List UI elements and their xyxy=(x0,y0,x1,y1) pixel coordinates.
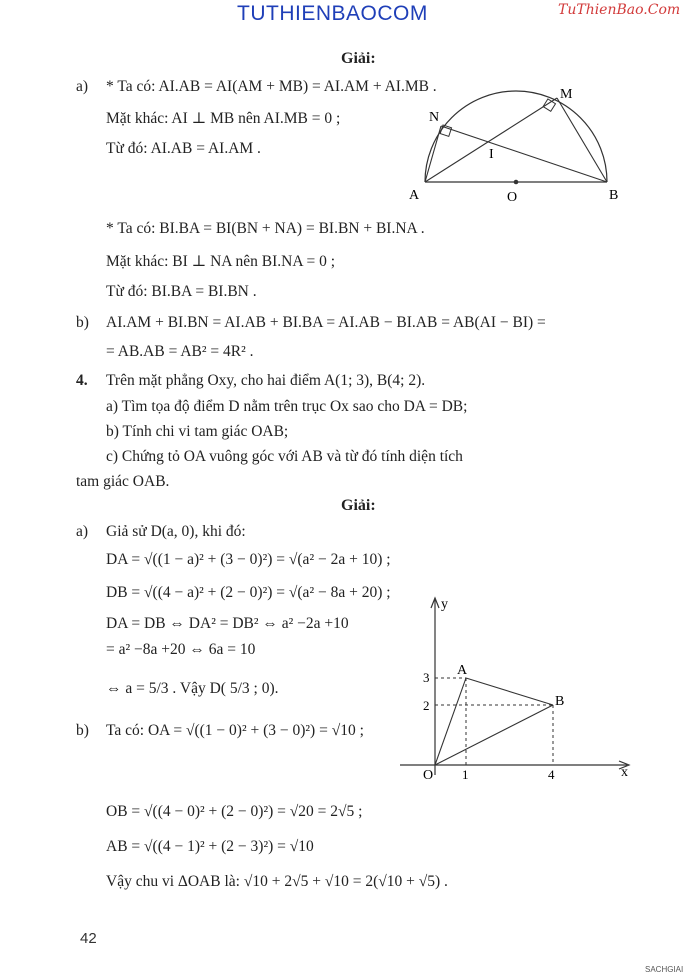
part-a-label: a) xyxy=(76,78,89,95)
question-b: b) Tính chi vi tam giác OAB; xyxy=(106,423,289,440)
axis-label: O xyxy=(423,768,434,783)
tick-label: 2 xyxy=(423,698,430,713)
question-a: a) Tìm tọa độ điểm D nằm trên trục Ox sao cho DA = DB; xyxy=(106,398,468,415)
part-b-label: b) xyxy=(76,722,89,739)
solution-title: Giải: xyxy=(341,50,376,67)
text-line: ⇔ a = 5/3 . Vậy D( 5/3 ; 0). xyxy=(106,680,279,697)
formula-db: DB = √((4 − a)² + (2 − 0)²) = √(a² − 8a + 20) ; xyxy=(106,584,391,601)
text-line: Từ đó: AI.AB = AI.AM . xyxy=(106,140,261,157)
text-line: Mặt khác: BI ⊥ NA nên BI.NA = 0 ; xyxy=(106,253,336,270)
point-label: B xyxy=(555,694,565,709)
formula-da: DA = √((1 − a)² + (3 − 0)²) = √(a² − 2a + 10) ; xyxy=(106,551,391,568)
point-label: A xyxy=(457,663,468,678)
text-line: * Ta có: AI.AB = AI(AM + MB) = AI.AM + AI.MB . xyxy=(106,78,437,95)
formula-ob: OB = √((4 − 0)² + (2 − 0)²) = √20 = 2√5 ; xyxy=(106,803,363,820)
point-label: B xyxy=(609,188,619,203)
question-c-cont: tam giác OAB. xyxy=(76,473,170,490)
solution-title: Giải: xyxy=(341,497,376,514)
point-label: M xyxy=(560,87,573,102)
part-b-label: b) xyxy=(76,314,89,331)
point-label: A xyxy=(409,188,420,203)
tick-label: 4 xyxy=(548,767,555,782)
perimeter-result: Vậy chu vi ΔOAB là: √10 + 2√5 + √10 = 2(√10 + √5) . xyxy=(106,873,448,890)
watermark: SACHGIAI xyxy=(645,965,684,974)
text-line: = a² −8a +20 ⇔ 6a = 10 xyxy=(106,641,256,658)
question-c: c) Chứng tỏ OA vuông góc với AB và từ đó tính diện tích xyxy=(106,448,463,465)
problem-number: 4. xyxy=(76,372,88,389)
site-header: TUTHIENBAOCOM xyxy=(237,2,428,25)
point-label: N xyxy=(429,110,440,125)
text-line: Mặt khác: AI ⊥ MB nên AI.MB = 0 ; xyxy=(106,110,341,127)
part-a-label: a) xyxy=(76,523,89,540)
point-label: O xyxy=(507,190,518,205)
page-number: 42 xyxy=(80,930,97,947)
formula-oa: Ta có: OA = √((1 − 0)² + (3 − 0)²) = √10 ; xyxy=(106,722,364,739)
text-line: AI.AM + BI.BN = AI.AB + BI.BA = AI.AB − BI.AB = AB(AI − BI) = xyxy=(106,314,546,331)
brand-logo: TuThienBao.Com xyxy=(558,2,681,18)
axis-label: y xyxy=(441,597,448,612)
formula-ab: AB = √((4 − 1)² + (2 − 3)²) = √10 xyxy=(106,838,314,855)
text-line: Giả sử D(a, 0), khi đó: xyxy=(106,523,246,540)
axis-label: x xyxy=(621,765,628,780)
point-label: I xyxy=(489,147,494,162)
tick-label: 1 xyxy=(462,767,469,782)
tick-label: 3 xyxy=(423,670,430,685)
text-line: Từ đó: BI.BA = BI.BN . xyxy=(106,283,257,300)
text-line: DA = DB ⇔ DA² = DB² ⇔ a² −2a +10 xyxy=(106,615,349,632)
semicircle-figure xyxy=(395,80,635,210)
text-line: = AB.AB = AB² = 4R² . xyxy=(106,343,254,360)
coordinate-figure xyxy=(395,590,640,790)
text-line: * Ta có: BI.BA = BI(BN + NA) = BI.BN + BI.NA . xyxy=(106,220,425,237)
problem-statement: Trên mặt phẳng Oxy, cho hai điểm A(1; 3), B(4; 2). xyxy=(106,372,426,389)
